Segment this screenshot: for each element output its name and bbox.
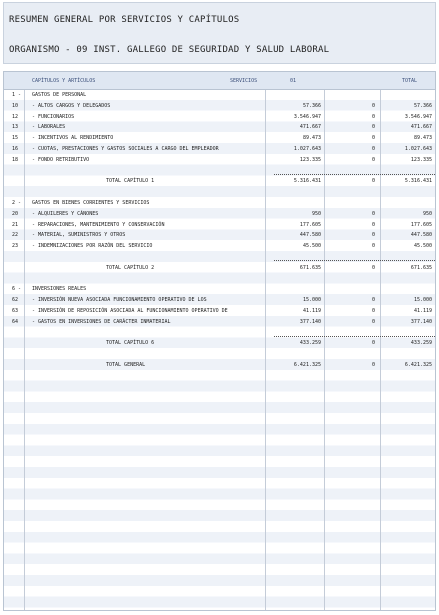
row-description: - INVERSIÓN DE REPOSICIÓN ASOCIADA AL FUNCIONAMIENTO OPERATIVO DE bbox=[32, 308, 228, 314]
row-value-other: 0 bbox=[371, 264, 375, 271]
row-value-service-01: 950 bbox=[311, 210, 321, 217]
table-row bbox=[4, 295, 435, 306]
column-header-01: 01 bbox=[290, 78, 297, 84]
row-description: - FUNCIONARIOS bbox=[32, 113, 75, 120]
row-description: GASTOS EN BIENES CORRIENTES Y SERVICIOS bbox=[32, 200, 150, 206]
row-value-other: 0 bbox=[371, 135, 375, 142]
organism-name: ORGANISMO - 09 INST. GALLEGO DE SEGURIDAD Y SALUD LABORAL bbox=[9, 45, 330, 55]
row-value-other: 0 bbox=[371, 308, 375, 314]
table-row bbox=[4, 198, 435, 209]
budget-table bbox=[3, 71, 436, 611]
row-code: 22 bbox=[12, 232, 19, 239]
table-row bbox=[4, 187, 435, 198]
row-value-total: 447.580 bbox=[410, 232, 432, 239]
row-value-total: 89.473 bbox=[413, 135, 432, 142]
row-value-total: 123.335 bbox=[410, 156, 432, 163]
row-value-other: 0 bbox=[371, 232, 375, 239]
row-description: - FONDO RETRIBUTIVO bbox=[32, 156, 90, 163]
row-value-other: 0 bbox=[371, 362, 375, 368]
table-row bbox=[4, 252, 435, 263]
row-code: 15 bbox=[12, 135, 19, 142]
row-value-service-01: 3.546.947 bbox=[293, 113, 321, 120]
row-value-total: 671.635 bbox=[410, 264, 432, 271]
row-code: 16 bbox=[12, 146, 19, 152]
row-value-other: 0 bbox=[371, 146, 375, 152]
row-code: 21 bbox=[12, 221, 19, 228]
row-value-total: 3.546.947 bbox=[404, 113, 432, 120]
report-header bbox=[3, 2, 436, 64]
row-code: 20 bbox=[12, 210, 19, 217]
table-row bbox=[4, 101, 435, 112]
row-description: INVERSIONES REALES bbox=[32, 286, 87, 293]
row-code: 6 - bbox=[12, 286, 22, 293]
row-description: - INCENTIVOS AL RENDIMIENTO bbox=[32, 135, 114, 142]
row-value-service-01: 41.119 bbox=[302, 308, 321, 314]
row-value-total: 471.667 bbox=[410, 124, 432, 131]
row-code: 63 bbox=[12, 308, 19, 314]
row-value-service-01: 5.316.431 bbox=[293, 178, 321, 185]
row-code: 2 - bbox=[12, 200, 22, 206]
table-row bbox=[4, 166, 435, 177]
subtotal-dotted-line bbox=[274, 174, 435, 175]
table-row bbox=[4, 122, 435, 133]
row-value-total: 41.119 bbox=[413, 308, 432, 314]
row-total-label: TOTAL CAPÍTULO 6 bbox=[106, 340, 155, 347]
table-row bbox=[4, 274, 435, 285]
row-value-total: 6.421.325 bbox=[404, 362, 432, 368]
row-value-service-01: 15.000 bbox=[302, 297, 321, 304]
row-value-other: 0 bbox=[371, 243, 375, 250]
row-code: 12 bbox=[12, 113, 19, 120]
row-value-service-01: 433.259 bbox=[299, 340, 321, 347]
row-value-service-01: 1.027.643 bbox=[293, 146, 321, 152]
row-value-total: 177.605 bbox=[410, 221, 432, 228]
column-header-services: SERVICIOS bbox=[230, 78, 258, 84]
table-row bbox=[4, 338, 435, 349]
row-value-other: 0 bbox=[371, 221, 375, 228]
row-code: 18 bbox=[12, 156, 19, 163]
row-value-other: 0 bbox=[371, 318, 375, 325]
row-description: GASTOS DE PERSONAL bbox=[32, 92, 87, 98]
column-header-chapters: CAPÍTULOS Y ARTÍCULOS bbox=[32, 78, 96, 84]
row-description: - GASTOS EN INVERSIONES DE CARÁCTER INMATERIAL bbox=[32, 318, 171, 325]
table-header bbox=[4, 72, 435, 90]
row-description: - LABORALES bbox=[32, 124, 66, 131]
table-row bbox=[4, 133, 435, 144]
row-code: 13 bbox=[12, 124, 19, 131]
row-value-service-01: 6.421.325 bbox=[293, 362, 321, 368]
table-row bbox=[4, 328, 435, 339]
row-value-other: 0 bbox=[371, 124, 375, 131]
row-value-total: 45.500 bbox=[413, 243, 432, 250]
row-value-other: 0 bbox=[371, 297, 375, 304]
row-value-total: 1.027.643 bbox=[404, 146, 432, 152]
row-value-service-01: 377.140 bbox=[299, 318, 321, 325]
row-description: - CUOTAS, PRESTACIONES Y GASTOS SOCIALES A CARGO DEL EMPLEADOR bbox=[32, 146, 219, 152]
table-row bbox=[4, 155, 435, 166]
row-value-service-01: 123.335 bbox=[299, 156, 321, 163]
table-row bbox=[4, 284, 435, 295]
table-row bbox=[4, 263, 435, 274]
row-value-other: 0 bbox=[371, 340, 375, 347]
subtotal-dotted-line bbox=[274, 336, 435, 337]
row-value-other: 0 bbox=[371, 178, 375, 185]
row-value-total: 5.316.431 bbox=[404, 178, 432, 185]
table-row bbox=[4, 317, 435, 328]
row-description: - REPARACIONES, MANTENIMIENTO Y CONSERVACIÓN bbox=[32, 221, 165, 228]
row-description: - ALTOS CARGOS Y DELEGADOS bbox=[32, 102, 111, 109]
table-row bbox=[4, 90, 435, 101]
row-value-total: 950 bbox=[422, 210, 432, 217]
row-value-other: 0 bbox=[371, 156, 375, 163]
row-value-service-01: 471.667 bbox=[299, 124, 321, 131]
row-description: - INDEMNIZACIONES POR RAZÓN DEL SERVICIO bbox=[32, 243, 153, 250]
row-description: - INVERSIÓN NUEVA ASOCIADA FUNCIONAMIENTO OPERATIVO DE LOS bbox=[32, 297, 207, 304]
row-value-service-01: 89.473 bbox=[302, 135, 321, 142]
row-value-service-01: 671.635 bbox=[299, 264, 321, 271]
table-row bbox=[4, 176, 435, 187]
row-code: 62 bbox=[12, 297, 19, 304]
column-header-total: TOTAL bbox=[402, 78, 418, 84]
table-row bbox=[4, 220, 435, 231]
row-value-service-01: 45.500 bbox=[302, 243, 321, 250]
row-total-label: TOTAL CAPÍTULO 2 bbox=[106, 264, 155, 271]
row-value-total: 57.366 bbox=[413, 102, 432, 109]
table-row bbox=[4, 349, 435, 360]
row-code: 1 - bbox=[12, 92, 22, 98]
row-code: 23 bbox=[12, 243, 19, 250]
table-row bbox=[4, 112, 435, 123]
row-value-total: 433.259 bbox=[410, 340, 432, 347]
table-row bbox=[4, 360, 435, 371]
table-row bbox=[4, 209, 435, 220]
row-value-service-01: 177.605 bbox=[299, 221, 321, 228]
row-total-label: TOTAL CAPÍTULO 1 bbox=[106, 178, 155, 185]
row-code: 64 bbox=[12, 318, 19, 325]
row-description: - MATERIAL, SUMINISTROS Y OTROS bbox=[32, 232, 126, 239]
row-code: 10 bbox=[12, 102, 19, 109]
table-row bbox=[4, 241, 435, 252]
row-value-total: 15.000 bbox=[413, 297, 432, 304]
table-row bbox=[4, 144, 435, 155]
row-value-total: 377.140 bbox=[410, 318, 432, 325]
row-value-other: 0 bbox=[371, 102, 375, 109]
row-value-other: 0 bbox=[371, 210, 375, 217]
row-description: - ALQUILERES Y CÁNONES bbox=[32, 210, 99, 217]
row-total-label: TOTAL GENERAL bbox=[106, 362, 146, 368]
row-value-other: 0 bbox=[371, 113, 375, 120]
row-value-service-01: 57.366 bbox=[302, 102, 321, 109]
table-row bbox=[4, 306, 435, 317]
report-title: RESUMEN GENERAL POR SERVICIOS Y CAPÍTULOS bbox=[9, 15, 240, 25]
subtotal-dotted-line bbox=[274, 260, 435, 261]
table-row bbox=[4, 230, 435, 241]
row-value-service-01: 447.580 bbox=[299, 232, 321, 239]
